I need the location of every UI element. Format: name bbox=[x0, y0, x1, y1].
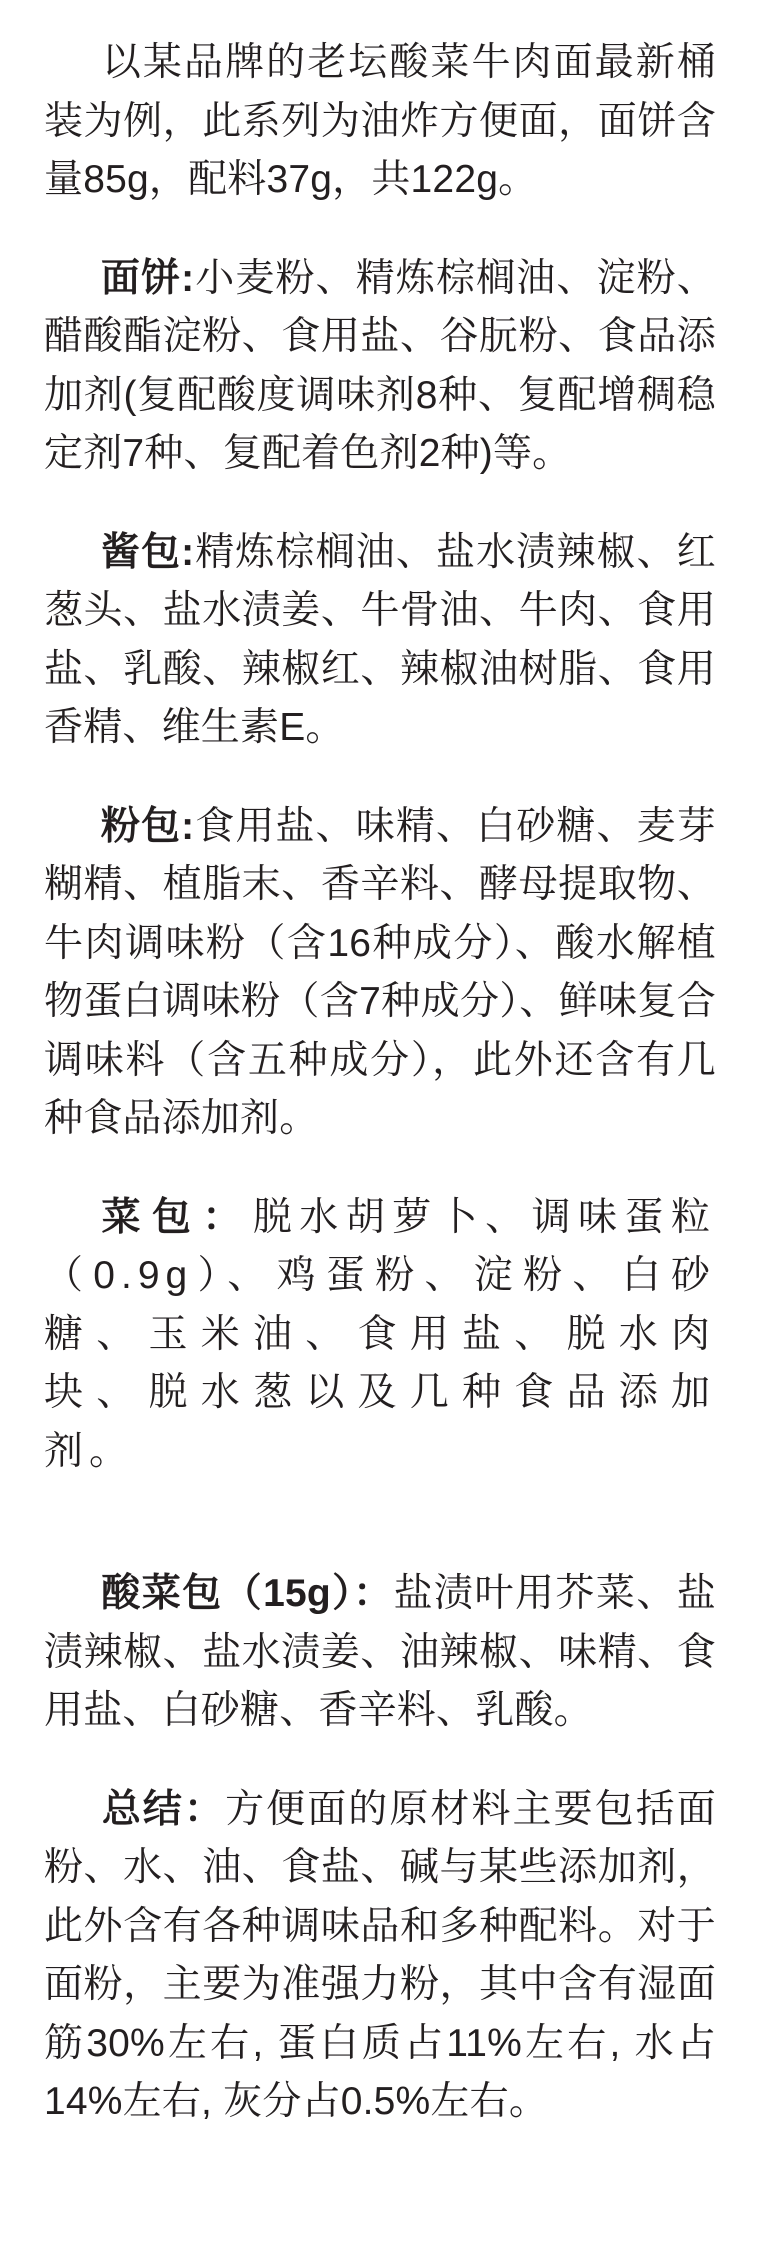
paragraph-lead: 酱包: bbox=[100, 530, 195, 574]
paragraph-text: 盐渍叶用芥菜、盐渍辣椒、盐水渍姜、油辣椒、味精、食用盐、白砂糖、香辛料、乳酸。 bbox=[44, 1572, 716, 1732]
paragraph-lead: 酸菜包（15g）： bbox=[100, 1572, 394, 1615]
paragraph-text: 脱水胡萝卜、调味蛋粒（0.9g）、鸡蛋粉、淀粉、白砂糖、玉米油、食用盐、脱水肉块、脱水葱以及几种食品添加剂。 bbox=[44, 1195, 716, 1473]
section-gap bbox=[44, 1521, 716, 1565]
paragraph-lead: 粉包: bbox=[100, 804, 195, 848]
paragraph-intro bbox=[44, 34, 716, 210]
paragraph-lead: 面饼: bbox=[100, 256, 195, 300]
paragraph-summary bbox=[44, 1781, 716, 2132]
paragraph-lead: 总结： bbox=[100, 1787, 226, 1831]
paragraph-sauce-pack bbox=[44, 524, 716, 758]
paragraph-text: 精炼棕榈油、盐水渍辣椒、红葱头、盐水渍姜、牛骨油、牛肉、食用盐、乳酸、辣椒红、辣椒油树脂、食用香精、维生素E。 bbox=[44, 530, 716, 749]
paragraph-vegetable-pack bbox=[44, 1189, 716, 1482]
paragraph-lead: 菜包： bbox=[100, 1195, 253, 1239]
paragraph-text: 以某品牌的老坛酸菜牛肉面最新桶装为例，此系列为油炸方便面，面饼含量85g，配料37g，共122g。 bbox=[44, 41, 716, 201]
paragraph-text: 食用盐、味精、白砂糖、麦芽糊精、植脂末、香辛料、酵母提取物、牛肉调味粉（含16种成分）、酸水解植物蛋白调味粉（含7种成分）、鲜味复合调味料（含五种成分），此外还含有几种食品添加剂。 bbox=[44, 804, 716, 1140]
paragraph-noodle-cake bbox=[44, 250, 716, 484]
paragraph-text: 方便面的原材料主要包括面粉、水、油、食盐、碱与某些添加剂，此外含有各种调味品和多种配料。对于面粉，主要为准强力粉，其中含有湿面筋30%左右, 蛋白质占11%左右, 水占14%左右, 灰分占0.5%左右。 bbox=[44, 1787, 717, 2123]
paragraph-pickled-cabbage-pack bbox=[44, 1565, 716, 1741]
paragraph-powder-pack bbox=[44, 798, 716, 1149]
paragraph-text: 小麦粉、精炼棕榈油、淀粉、醋酸酯淀粉、食用盐、谷朊粉、食品添加剂(复配酸度调味剂8种、复配增稠稳定剂7种、复配着色剂2种)等。 bbox=[44, 256, 716, 475]
